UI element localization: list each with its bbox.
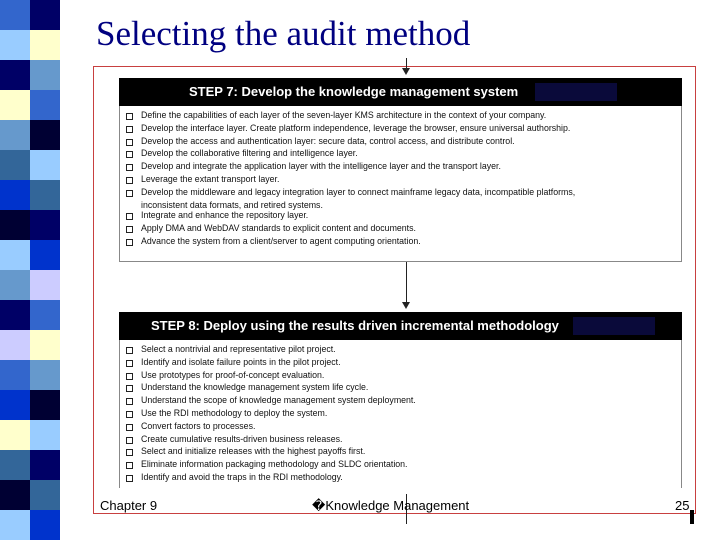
checklist-item [126, 370, 675, 383]
arrow-down-icon [402, 302, 410, 309]
stripe-cell [30, 420, 60, 450]
stripe-cell [0, 330, 30, 360]
stripe-cell [30, 480, 60, 510]
checkbox-icon [126, 395, 134, 408]
stripe-cell [0, 0, 30, 30]
stripe-cell [0, 240, 30, 270]
checklist-item-text: Select and initialize releases with the highest payoffs first. [141, 446, 366, 457]
arrow-down-icon [402, 68, 410, 75]
step8-list [119, 340, 682, 488]
stripe-cell [30, 390, 60, 420]
stripe-cell [0, 450, 30, 480]
stripe-cell [0, 360, 30, 390]
checkbox-icon [126, 344, 134, 357]
stripe-cell [0, 300, 30, 330]
checklist-item-text: Develop and integrate the application layer with the intelligence layer and the transport layer. [141, 161, 501, 172]
checklist-item [126, 136, 675, 149]
checklist-item [126, 123, 675, 136]
checkbox-icon [126, 236, 134, 249]
step7-header [119, 78, 682, 106]
checklist-item [126, 161, 675, 174]
stripe-cell [0, 150, 30, 180]
stripe-cell [0, 60, 30, 90]
checkbox-icon [126, 210, 134, 223]
checkbox-icon [126, 357, 134, 370]
checkbox-icon [126, 408, 134, 421]
checklist-item-text: Use the RDI methodology to deploy the system. [141, 407, 328, 418]
stripe-cell [0, 120, 30, 150]
checkbox-icon [126, 382, 134, 395]
checklist-item [126, 434, 675, 447]
header-block [535, 83, 617, 101]
indent-spacer [126, 200, 134, 211]
checkbox-icon [126, 472, 134, 485]
corner-mark [690, 510, 694, 524]
checklist-item-text: Identify and avoid the traps in the RDI methodology. [141, 471, 343, 482]
checklist-item [126, 236, 675, 249]
stripe-cell [0, 30, 30, 60]
checkbox-icon [126, 459, 134, 472]
checklist-item-text: Use prototypes for proof-of-concept evaluation. [141, 369, 325, 380]
checklist-item-text: Understand the knowledge management system life cycle. [141, 382, 369, 393]
stripe-cell [30, 120, 60, 150]
checklist-item [126, 210, 675, 223]
stripe-cell [0, 210, 30, 240]
stripe-column-right [30, 0, 60, 540]
step7-header-text: STEP 7: Develop the knowledge management system [189, 84, 519, 99]
checklist-item-text: Develop the interface layer. Create platform independence, leverage the browser, ensure universal authorship. [141, 122, 571, 133]
stripe-cell [0, 390, 30, 420]
stripe-cell [30, 150, 60, 180]
stripe-cell [30, 60, 60, 90]
stripe-cell [30, 450, 60, 480]
checklist-item-text: Develop the middleware and legacy integration layer to connect mainframe legacy data, incompatible platforms, [141, 186, 576, 197]
header-block [573, 317, 655, 335]
checkbox-icon [126, 187, 134, 200]
checkbox-icon [126, 434, 134, 447]
checklist-item [126, 357, 675, 370]
checklist-item-text: Select a nontrivial and representative pilot project. [141, 344, 336, 354]
stripe-cell [0, 180, 30, 210]
step7-list [119, 106, 682, 262]
checklist-item-text: Integrate and enhance the repository layer. [141, 210, 309, 221]
checkbox-icon [126, 123, 134, 136]
checklist-item [126, 187, 675, 200]
checklist-item [126, 148, 675, 161]
checklist-item [126, 200, 675, 211]
connector-middle [406, 262, 407, 306]
step7-panel [119, 78, 682, 262]
stripe-cell [30, 270, 60, 300]
stripe-cell [30, 0, 60, 30]
stripe-cell [30, 30, 60, 60]
checklist-item-text: Develop the access and authentication layer: secure data, control access, and distribute control. [141, 135, 515, 146]
stripe-cell [0, 270, 30, 300]
checkbox-icon [126, 110, 134, 123]
checklist-item [126, 344, 675, 357]
checklist-item [126, 446, 675, 459]
checklist-item [126, 459, 675, 472]
checklist-item-text: Leverage the extant transport layer. [141, 173, 280, 184]
stripe-cell [30, 360, 60, 390]
stripe-cell [30, 300, 60, 330]
decorative-stripe [0, 0, 60, 540]
checklist-item [126, 174, 675, 187]
footer-page-number: 25 [675, 498, 690, 513]
checklist-item-text: inconsistent data formats, and retired systems. [141, 199, 323, 210]
checklist-item-text: Develop the collaborative filtering and intelligence layer. [141, 148, 358, 159]
checkbox-icon [126, 174, 134, 187]
checkbox-icon [126, 148, 134, 161]
stripe-cell [0, 420, 30, 450]
checklist-item-text: Create cumulative results-driven business releases. [141, 433, 343, 444]
checklist-item-text: Identify and isolate failure points in the pilot project. [141, 356, 341, 367]
checkbox-icon [126, 421, 134, 434]
step8-header [119, 312, 682, 340]
stripe-cell [30, 510, 60, 540]
checkbox-icon [126, 446, 134, 459]
checklist-item [126, 408, 675, 421]
checklist-item-text: Advance the system from a client/server to agent computing orientation. [141, 235, 421, 246]
checklist-item [126, 110, 675, 123]
checklist-item-text: Define the capabilities of each layer of the seven-layer KMS architecture in the context of your company. [141, 110, 547, 120]
stripe-cell [0, 510, 30, 540]
checklist-item [126, 382, 675, 395]
stripe-cell [0, 90, 30, 120]
stripe-cell [30, 180, 60, 210]
checklist-item [126, 472, 675, 485]
step8-panel [119, 312, 682, 488]
page-title: Selecting the audit method [96, 14, 471, 53]
stripe-cell [30, 210, 60, 240]
checkbox-icon [126, 161, 134, 174]
checkbox-icon [126, 136, 134, 149]
stripe-cell [30, 330, 60, 360]
checklist-item-text: Apply DMA and WebDAV standards to explicit content and documents. [141, 223, 416, 234]
checkbox-icon [126, 370, 134, 383]
checklist-item-text: Understand the scope of knowledge management system deployment. [141, 395, 416, 406]
checkbox-icon [126, 223, 134, 236]
step8-header-text: STEP 8: Deploy using the results driven incremental methodology [151, 318, 559, 333]
stripe-column-left [0, 0, 30, 540]
stripe-cell [0, 480, 30, 510]
stripe-cell [30, 240, 60, 270]
checklist-item [126, 223, 675, 236]
stripe-cell [30, 90, 60, 120]
checklist-item-text: Convert factors to processes. [141, 420, 256, 431]
checklist-item [126, 421, 675, 434]
checklist-item [126, 395, 675, 408]
footer-chapter: Chapter 9 [100, 498, 158, 513]
checklist-item-text: Eliminate information packaging methodology and SLDC orientation. [141, 459, 408, 470]
footer-course-title: �Knowledge Management [312, 498, 470, 513]
